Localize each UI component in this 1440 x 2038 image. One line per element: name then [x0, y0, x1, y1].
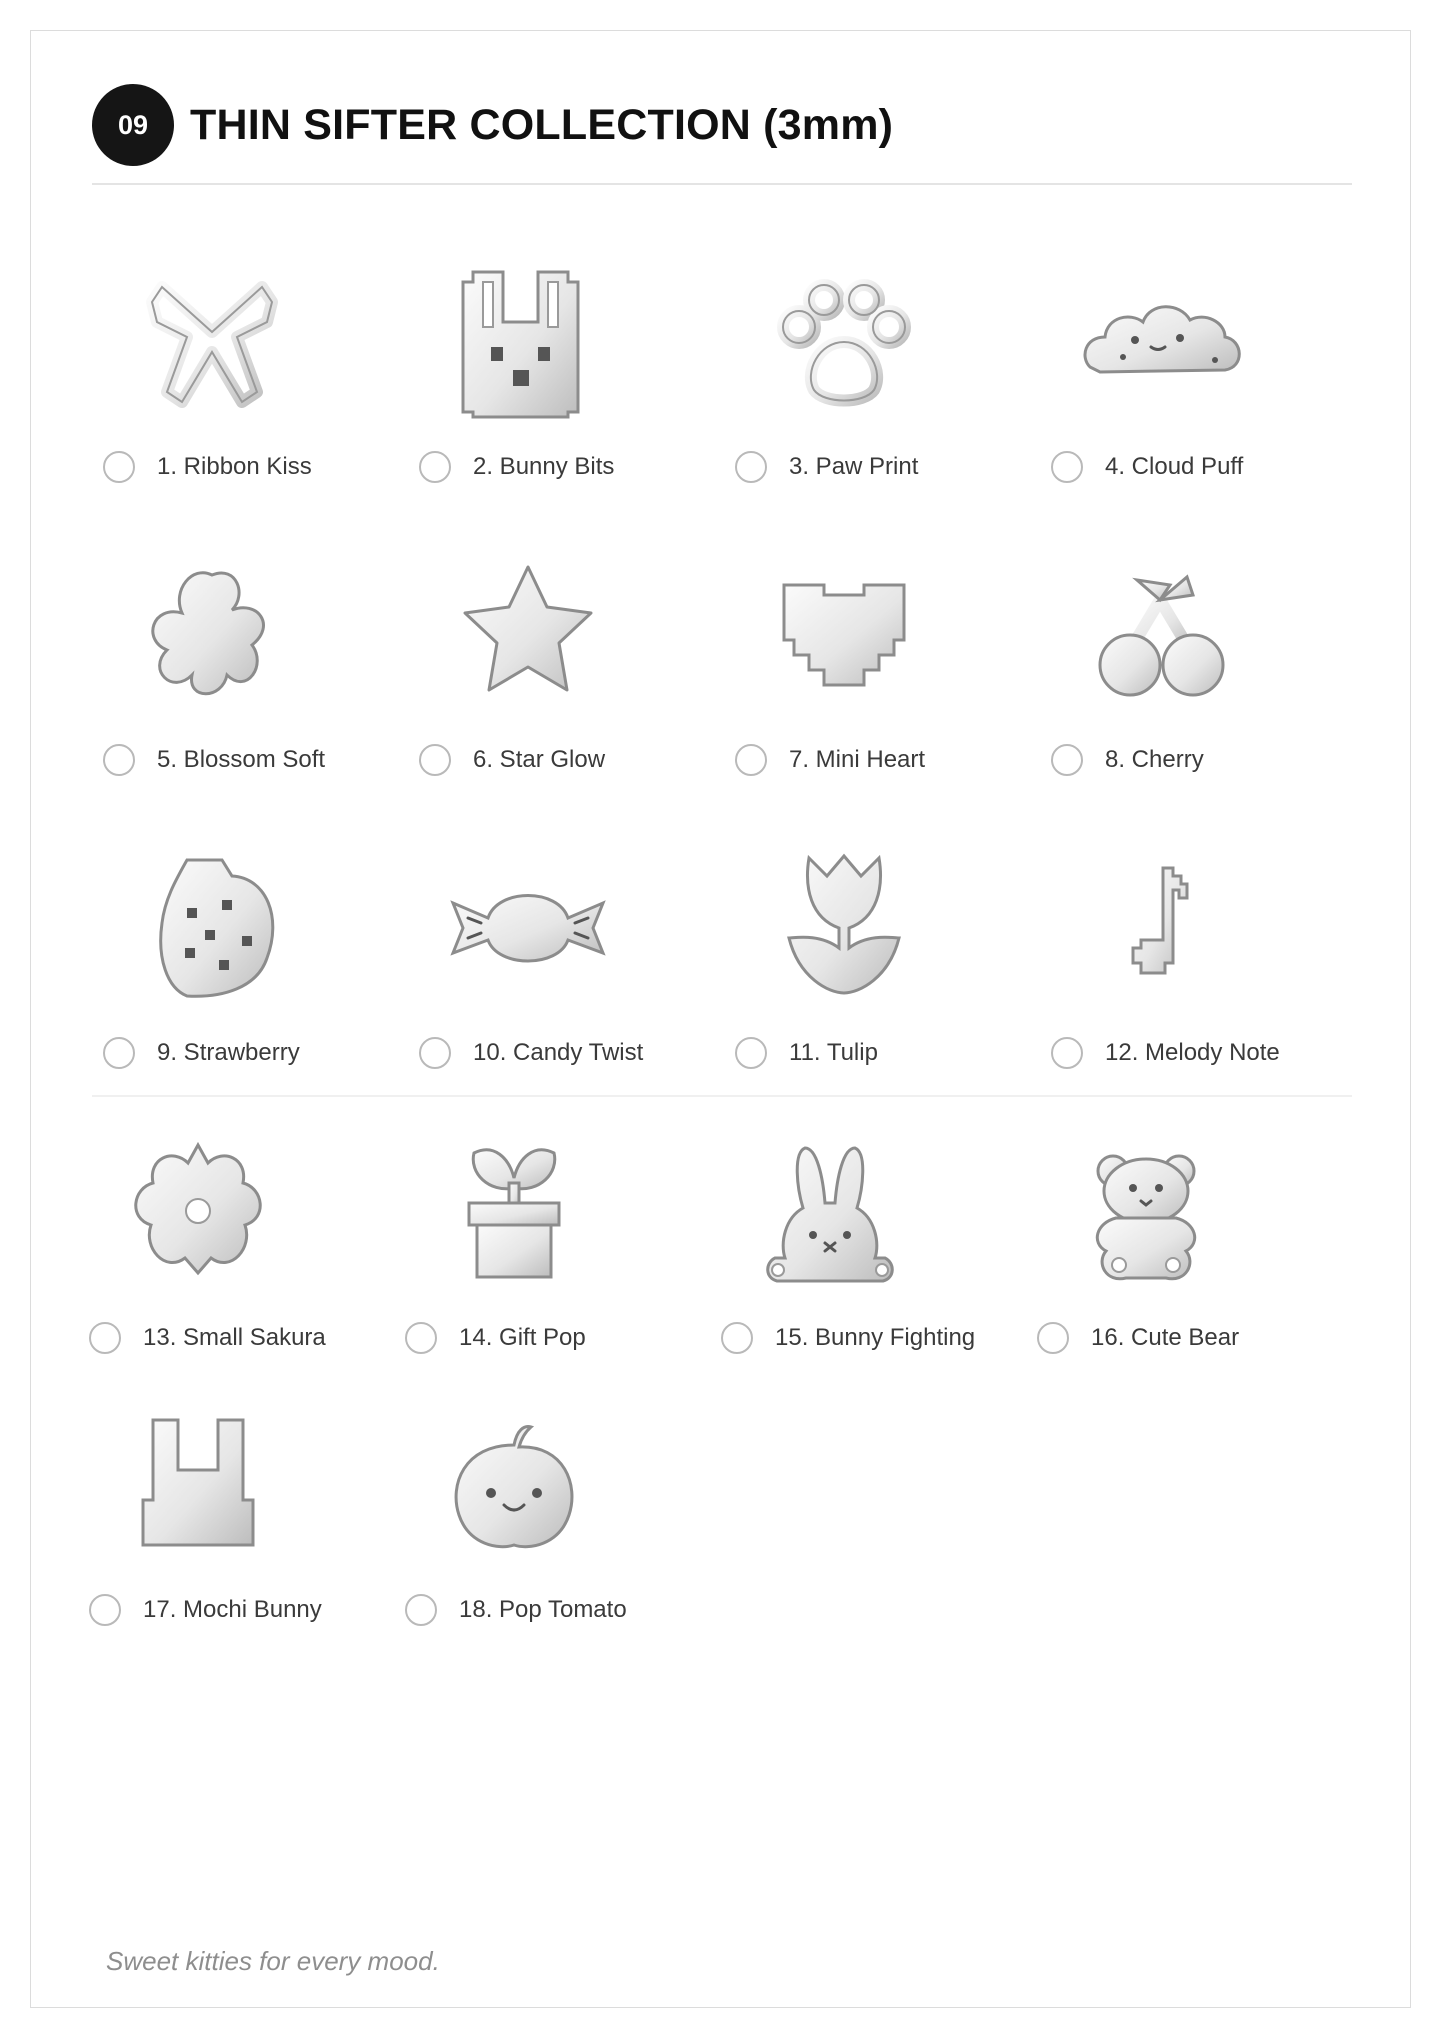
option-label: 16. Cute Bear — [1091, 1324, 1240, 1351]
option-label: 2. Bunny Bits — [473, 453, 615, 480]
section-title: THIN SIFTER COLLECTION (3mm) — [190, 100, 894, 149]
option-mini-heart[interactable] — [724, 545, 1024, 785]
option-melody-note[interactable] — [1040, 838, 1340, 1078]
tomato-icon — [394, 1395, 634, 1575]
music-note-icon — [1040, 838, 1280, 1018]
option-label: 14. Gift Pop — [459, 1324, 586, 1351]
radio-button[interactable] — [735, 1037, 767, 1069]
option-tulip[interactable] — [724, 838, 1024, 1078]
option-label: 3. Paw Print — [789, 453, 919, 480]
option-blossom-soft[interactable] — [92, 545, 392, 785]
blossom-icon — [92, 545, 332, 725]
option-label: 5. Blossom Soft — [157, 746, 326, 773]
gift-pot-icon — [394, 1123, 634, 1303]
option-cute-bear[interactable] — [1026, 1123, 1326, 1363]
bunny-face-icon — [710, 1123, 950, 1303]
option-mochi-bunny[interactable] — [78, 1395, 378, 1635]
option-cloud-puff[interactable] — [1040, 252, 1340, 492]
option-label: 10. Candy Twist — [473, 1039, 644, 1066]
footer-tagline: Sweet kitties for every mood. — [106, 1946, 440, 1976]
paw-icon — [724, 252, 964, 432]
option-cherry[interactable] — [1040, 545, 1340, 785]
option-label: 15. Bunny Fighting — [775, 1324, 976, 1351]
option-label: 1. Ribbon Kiss — [157, 453, 312, 480]
bear-icon — [1026, 1123, 1266, 1303]
tulip-icon — [724, 838, 964, 1018]
option-candy-twist[interactable] — [408, 838, 708, 1078]
radio-button[interactable] — [721, 1322, 753, 1354]
header-divider — [92, 183, 1352, 185]
option-label: 17. Mochi Bunny — [143, 1596, 322, 1623]
option-label: 7. Mini Heart — [789, 746, 926, 773]
section-number-badge: 09 — [92, 84, 174, 166]
pixel-heart-icon — [724, 545, 964, 725]
sakura-icon — [78, 1123, 318, 1303]
option-ribbon-kiss[interactable] — [92, 252, 392, 492]
radio-button[interactable] — [103, 744, 135, 776]
option-gift-pop[interactable] — [394, 1123, 694, 1363]
option-bunny-bits[interactable] — [408, 252, 708, 492]
radio-button[interactable] — [89, 1322, 121, 1354]
option-label: 9. Strawberry — [157, 1039, 300, 1066]
radio-button[interactable] — [103, 1037, 135, 1069]
pixel-bunny-icon — [408, 252, 648, 432]
ribbon-icon — [92, 252, 332, 432]
radio-button[interactable] — [735, 451, 767, 483]
option-star-glow[interactable] — [408, 545, 708, 785]
radio-button[interactable] — [419, 744, 451, 776]
option-label: 6. Star Glow — [473, 746, 606, 773]
radio-button[interactable] — [1051, 744, 1083, 776]
option-paw-print[interactable] — [724, 252, 1024, 492]
radio-button[interactable] — [103, 451, 135, 483]
radio-button[interactable] — [735, 744, 767, 776]
radio-button[interactable] — [419, 451, 451, 483]
option-label: 13. Small Sakura — [143, 1324, 326, 1351]
radio-button[interactable] — [419, 1037, 451, 1069]
radio-button[interactable] — [89, 1594, 121, 1626]
option-small-sakura[interactable] — [78, 1123, 378, 1363]
cloud-icon — [1040, 252, 1280, 432]
option-label: 4. Cloud Puff — [1105, 453, 1244, 480]
radio-button[interactable] — [405, 1322, 437, 1354]
candy-icon — [408, 838, 648, 1018]
option-pop-tomato[interactable] — [394, 1395, 694, 1635]
option-label: 18. Pop Tomato — [459, 1596, 627, 1623]
mochi-bunny-icon — [78, 1395, 318, 1575]
option-label: 11. Tulip — [789, 1039, 878, 1066]
star-icon — [408, 545, 648, 725]
radio-button[interactable] — [405, 1594, 437, 1626]
option-strawberry[interactable] — [92, 838, 392, 1078]
cherry-icon — [1040, 545, 1280, 725]
strawberry-icon — [92, 838, 332, 1018]
row-divider — [92, 1095, 1352, 1097]
option-bunny-fighting[interactable] — [710, 1123, 1010, 1363]
radio-button[interactable] — [1037, 1322, 1069, 1354]
option-label: 8. Cherry — [1105, 746, 1204, 773]
radio-button[interactable] — [1051, 1037, 1083, 1069]
section-header — [92, 83, 893, 167]
radio-button[interactable] — [1051, 451, 1083, 483]
option-label: 12. Melody Note — [1105, 1039, 1280, 1066]
